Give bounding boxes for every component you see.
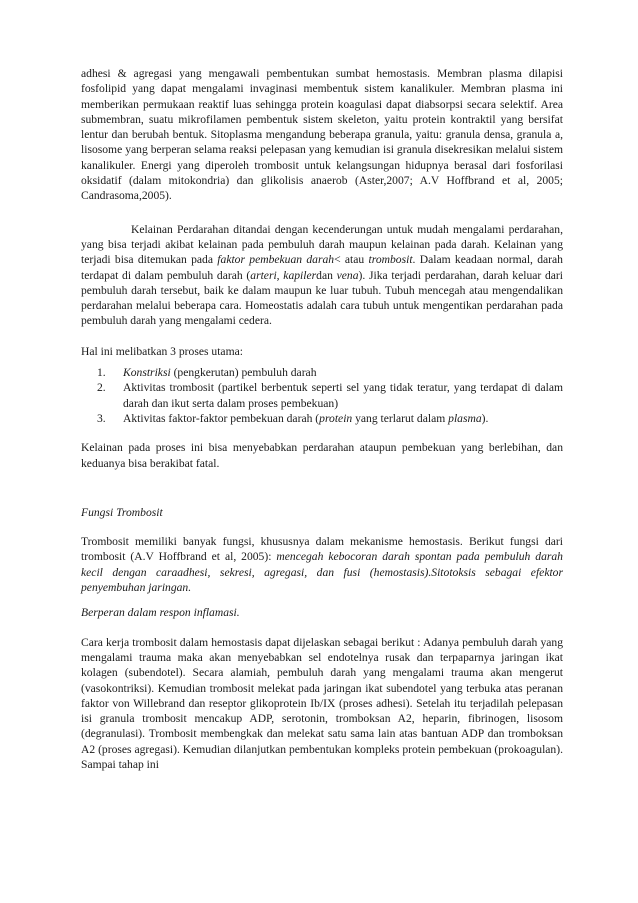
text-span: . Dalam keadaan normal, darah terdapat di dalam pembuluh darah ( — [81, 253, 563, 282]
text-span: Aktivitas trombosit (partikel berbentuk seperti sel yang tidak teratur, yang terdapat di dalam darah dan ikut serta dalam proses pembekuan) — [123, 381, 563, 410]
paragraph-5: Cara kerja trombosit dalam hemostasis dapat dijelaskan sebagai berikut : Adanya pembuluh darah yang mengalami trauma maka akan menyebabkan sel endotelnya rusak dan terpaparnya jaringan ikat kolagen (subendotel). Secara alamiah, pembuluh darah yang mengalami trauma akan mengerut (vasokontriksi). Kemudian trombosit melekat pada jaringan ikat subendotel yang terbuka atas peranan faktor von Willebrand dan reseptor glikoprotein Ib/IX (proses adhesi). Setelah itu terjadilah pelepasan isi granula trombosit mencakup ADP, serotonin, tromboksan A2, heparin, fibrinogen, lisosom (degranulasi). Trombosit membengkak dan melekat satu sama lain atas bantuan ADP dan tromboksan A2 (proses agregasi). Kemudian dilanjutkan pembentukan kompleks protein pembekuan (prokoagulan). Sampai tahap ini — [81, 635, 563, 771]
text-span: ). — [481, 411, 489, 425]
paragraph-1: adhesi & agregasi yang mengawali pembentukan sumbat hemostasis. Membran plasma dilapisi fosfolipid yang dapat mengalami invaginasi membentuk sistem kanalikuler. Membran plasma ini memberikan permukaan reaktif luas sehingga protein koagulasi dapat diabsorpsi secara selektif. Area submembran, suatu mikrofilamen pembentuk sistem skeleton, yaitu protein kontraktil yang bersifat lentur dan berubah bentuk. Sitoplasma mengandung beberapa granula, yaitu: granula densa, granula a, lisosome yang berperan selama reaksi pelepasan yang kemudian isi granula disekresikan melalui sistem kanalikuler. Energi yang diperoleh trombosit untuk kelangsungan hidupnya berasal dari fosforilasi oksidatif (dalam mitokondria) dan glikolisis anaerob (Aster,2007; A.V Hoffbrand et al, 2005; Candrasoma,2005). — [81, 67, 563, 203]
list-item — [97, 411, 563, 426]
italic-span: mencegah kebocoran darah spontan pada pembuluh darah kecil dengan caraadhesi, sekresi, agregasi, dan fusi (hemostasis).Sitotoksis sebagai efektor penyembuhan jaringan. — [81, 550, 563, 595]
process-list — [81, 365, 563, 426]
text-span: Aktivitas faktor-faktor pembekuan darah ( — [123, 411, 320, 425]
italic-span: trombosit — [368, 253, 413, 267]
subheading: Berperan dalam respon inflamasi. — [81, 606, 240, 620]
italic-span: protein — [319, 411, 353, 425]
text-span: (pengkerutan) pembuluh darah — [170, 366, 317, 380]
text-span: ). Jika terjadi perdarahan, darah keluar dari pembuluh darah tersebut, baik ke dalam maupun ke luar tubuh. Tubuh mencegah atau mengendalikan perdarahan melalui beberapa cara. Homeostatis adalah cara tubuh untuk mengentikan perdarahan pada pembuluh darah yang mengalami cedera. — [81, 268, 564, 328]
list-item — [97, 365, 563, 380]
text-span: dan — [316, 268, 337, 282]
italic-span: Konstriksi — [123, 366, 171, 380]
list-number: 1. — [97, 366, 106, 380]
list-number: 2. — [97, 381, 106, 395]
document-page — [81, 66, 563, 772]
italic-span: faktor pembekuan darah — [217, 253, 335, 267]
list-number: 3. — [97, 411, 106, 425]
paragraph-4 — [81, 534, 563, 595]
text-span: < atau — [334, 253, 369, 267]
section-heading: Fungsi Trombosit — [81, 505, 163, 519]
list-item — [97, 380, 563, 411]
text-span: Trombosit memiliki banyak fungsi, khususnya dalam mekanisme hemostasis. Berikut fungsi dari trombosit (A.V Hoffbrand et al, 2005): — [81, 535, 563, 564]
italic-span: plasma — [448, 411, 482, 425]
italic-span: vena — [336, 268, 359, 282]
italic-span: arteri, kapiler — [250, 268, 317, 282]
list-intro: Hal ini melibatkan 3 proses utama: — [81, 344, 243, 358]
text-span: yang terlarut dalam — [352, 411, 449, 425]
text-span: Kelainan Perdarahan ditandai dengan kecenderungan untuk mudah mengalami perdarahan, yang bisa terjadi akibat kelainan pada pembuluh darah maupun kelainan pada darah. Kelainan yang terjadi bisa ditemukan pada — [81, 222, 563, 267]
paragraph-3: Kelainan pada proses ini bisa menyebabkan perdarahan ataupun pembekuan yang berlebihan, dan keduanya bisa berakibat fatal. — [81, 441, 563, 470]
paragraph-2 — [81, 222, 563, 329]
